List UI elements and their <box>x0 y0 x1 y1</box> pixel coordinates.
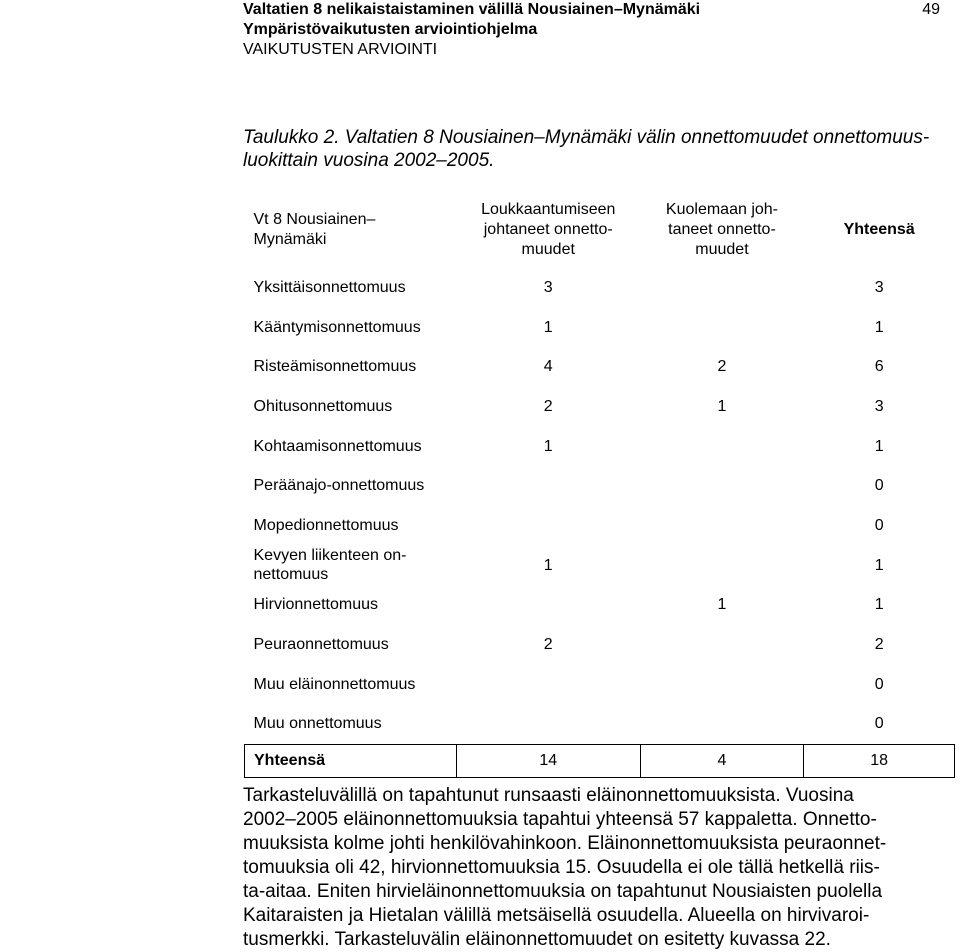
header-document-title: Ympäristövaikutusten arviointiohjelma <box>243 21 538 38</box>
cell-fatal <box>640 308 804 348</box>
row-label: Kevyen liikenteen on- nettomuus <box>253 547 407 584</box>
cell-fatal <box>640 664 804 704</box>
row-label: Mopedionnettomuus <box>253 516 399 534</box>
body-paragraph <box>243 784 948 952</box>
cell-fatal <box>640 506 804 546</box>
table-header-row <box>245 192 955 268</box>
body-line: Kaitaraisten ja Hietalan välillä metsäisellä osuudella. Alueella on hirvivaroi- <box>243 905 870 926</box>
cell-fatal <box>640 704 804 744</box>
cell-injury <box>456 585 640 625</box>
cell-total: 1 <box>874 318 884 336</box>
cell-fatal <box>640 545 804 585</box>
table-row <box>245 387 955 427</box>
cell-total: 0 <box>874 675 884 693</box>
table-row <box>245 704 955 744</box>
header-project-title: Valtatien 8 nelikaistaistaminen välillä Nousiainen–Mynämäki <box>243 1 701 18</box>
row-label: Peräänajo-onnettomuus <box>253 477 425 495</box>
row-label: Yksittäisonnettomuus <box>253 279 406 297</box>
cell-total: 2 <box>874 636 884 654</box>
cell-fatal: 1 <box>717 398 727 416</box>
cell-injury <box>456 704 640 744</box>
page-header <box>243 0 700 60</box>
cell-injury <box>456 664 640 704</box>
cell-injury: 1 <box>543 556 553 574</box>
caption-line-1: Taulukko 2. Valtatien 8 Nousiainen–Mynämäki välin onnettomuudet onnettomuus- <box>243 127 930 148</box>
cell-injury: 4 <box>543 358 553 376</box>
body-line: Tarkasteluvälillä on tapahtunut runsaasti eläinonnettomuuksista. Vuosina <box>243 785 854 806</box>
row-label: Muu eläinonnettomuus <box>253 675 416 693</box>
total-injury: 14 <box>456 744 640 777</box>
body-line: tusmerkki. Tarkasteluvälin eläinonnettomuudet on esitetty kuvassa 22. <box>243 929 831 950</box>
cell-total: 6 <box>874 358 884 376</box>
table-row <box>245 466 955 506</box>
cell-fatal <box>640 268 804 308</box>
table-row <box>245 664 955 704</box>
table-row <box>245 308 955 348</box>
cell-injury: 1 <box>543 318 553 336</box>
total-fatal: 4 <box>640 744 804 777</box>
table-row <box>245 506 955 546</box>
row-label: Muu onnettomuus <box>253 715 382 733</box>
table-row <box>245 625 955 665</box>
table-row <box>245 585 955 625</box>
header-fatal-accidents: Kuolemaan joh- taneet onnetto- muudet <box>665 201 778 258</box>
cell-fatal <box>640 625 804 665</box>
row-label: Hirvionnettomuus <box>253 596 378 614</box>
row-label: Ohitusonnettomuus <box>253 398 393 416</box>
cell-injury: 1 <box>543 437 553 455</box>
cell-total: 1 <box>874 437 884 455</box>
body-line: ta-aitaa. Eniten hirvieläinonnettomuuksia on tapahtunut Nousiaisten puolella <box>243 881 883 902</box>
header-injury-accidents: Loukkaantumiseen johtaneet onnetto- muudet <box>481 201 616 258</box>
page-number: 49 <box>922 1 940 18</box>
row-label: Kohtaamisonnettomuus <box>253 437 422 455</box>
header-road-section: Vt 8 Nousiainen– Mynämäki <box>253 211 376 248</box>
accident-table <box>244 192 955 778</box>
cell-injury: 2 <box>543 398 553 416</box>
body-line: tomuuksia oli 42, hirvionnettomuuksia 15. Osuudella ei ole tällä hetkellä riis- <box>243 857 880 878</box>
table-row <box>245 426 955 466</box>
cell-injury: 2 <box>543 636 553 654</box>
row-label: Kääntymisonnettomuus <box>253 318 421 336</box>
cell-injury: 3 <box>543 279 553 297</box>
table-row <box>245 347 955 387</box>
caption-line-2: luokittain vuosina 2002–2005. <box>243 150 495 171</box>
cell-total: 0 <box>874 715 884 733</box>
header-total: Yhteensä <box>843 221 915 238</box>
table-row <box>245 545 955 585</box>
total-total: 18 <box>804 744 955 777</box>
table-total-row <box>245 744 955 777</box>
row-label: Peuraonnettomuus <box>253 636 389 654</box>
cell-total: 3 <box>874 279 884 297</box>
total-label: Yhteensä <box>245 744 457 777</box>
cell-total: 1 <box>874 556 884 574</box>
cell-injury <box>456 506 640 546</box>
cell-fatal <box>640 466 804 506</box>
cell-total: 0 <box>874 516 884 534</box>
body-line: 2002–2005 eläinonnettomuuksia tapahtui yhteensä 57 kappaletta. Onnetto- <box>243 809 877 830</box>
body-line: muuksista kolme johti henkilövahinkoon. Eläinonnettomuuksista peuraonnet- <box>243 833 887 854</box>
cell-fatal: 2 <box>717 358 727 376</box>
cell-fatal <box>640 426 804 466</box>
row-label: Risteämisonnettomuus <box>253 358 417 376</box>
cell-total: 1 <box>874 596 884 614</box>
cell-total: 0 <box>874 477 884 495</box>
cell-fatal: 1 <box>717 596 727 614</box>
header-section-title: VAIKUTUSTEN ARVIOINTI <box>243 41 438 58</box>
cell-injury <box>456 466 640 506</box>
table-row <box>245 268 955 308</box>
cell-total: 3 <box>874 398 884 416</box>
table-caption <box>243 126 943 172</box>
